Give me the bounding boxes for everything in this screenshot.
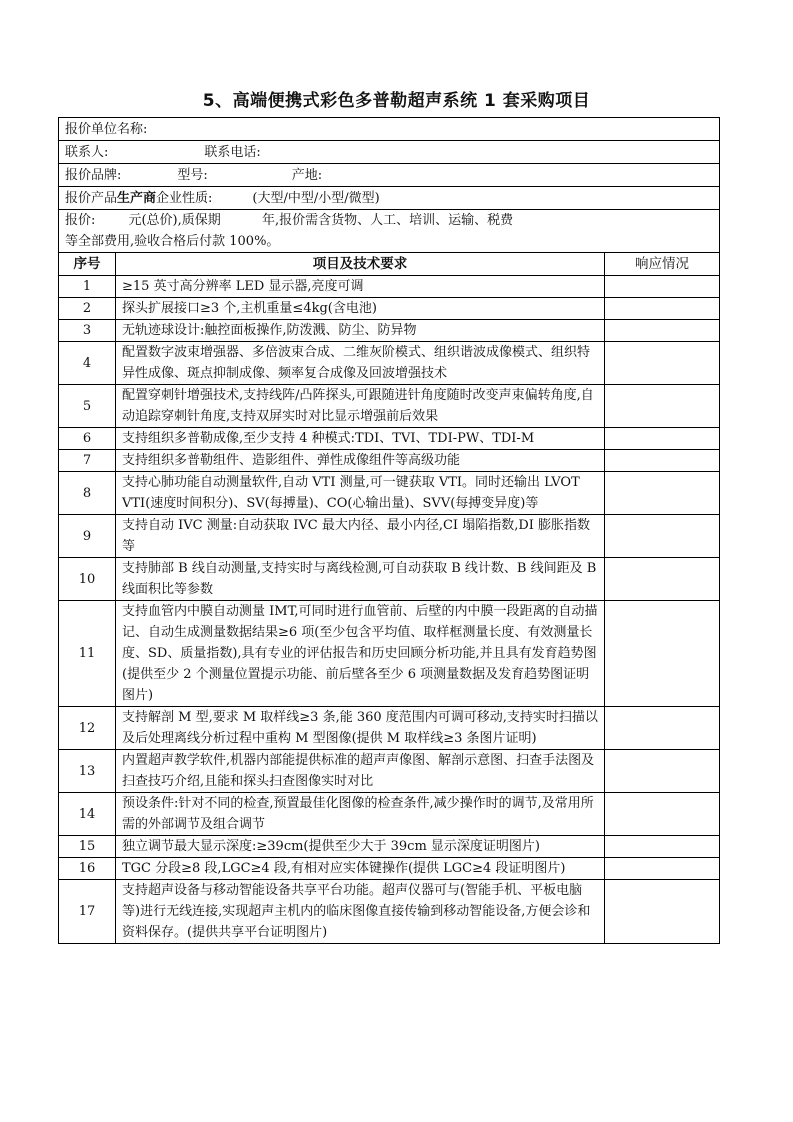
row-number: 8 [59, 472, 116, 515]
row-requirement: 无轨迹球设计:触控面板操作,防泼溅、防尘、防异物 [116, 320, 605, 342]
response-cell[interactable] [605, 298, 720, 320]
row-requirement: 支持超声设备与移动智能设备共享平台功能。超声仪器可与(智能手机、平板电脑等)进行无线连接,实现超声主机内的临床图像直接传输到移动智能设备,方便会诊和资料保存。(提供共享平台证明图片) [116, 880, 605, 944]
response-cell[interactable] [605, 385, 720, 428]
header-requirements: 项目及技术要求 [116, 253, 605, 276]
brand-label: 报价品牌: [65, 167, 122, 183]
header-no: 序号 [59, 253, 116, 276]
response-cell[interactable] [605, 320, 720, 342]
response-cell[interactable] [605, 750, 720, 793]
row-number: 9 [59, 515, 116, 558]
row-number: 3 [59, 320, 116, 342]
row-number: 12 [59, 707, 116, 750]
row-requirement: 配置数字波束增强器、多倍波束合成、二维灰阶模式、组织谐波成像模式、组织特异性成像、斑点抑制成像、频率复合成像及回波增强技术 [116, 342, 605, 385]
row-requirement: 探头扩展接口≥3 个,主机重量≤4kg(含电池) [116, 298, 605, 320]
response-cell[interactable] [605, 515, 720, 558]
row-number: 5 [59, 385, 116, 428]
price-line-1: 报价: 元(总价),质保期 年,报价需含货物、人工、培训、运输、税费 [65, 213, 514, 228]
table-row [59, 880, 720, 944]
row-number: 13 [59, 750, 116, 793]
response-cell[interactable] [605, 858, 720, 880]
row-requirement: 支持血管内中膜自动测量 IMT,可同时进行血管前、后壁的内中膜一段距离的自动描记、自动生成测量数据结果≥6 项(至少包含平均值、取样框测量长度、有效测量长度、SD、质量指数),具有专业的评估报告和历史回顾分析功能,并且具有发育趋势图(提供至少 2 个测量位置提示功能、前后壁各至少 6 项测量数据及发育趋势图证明图片) [116, 601, 605, 707]
row-number: 2 [59, 298, 116, 320]
enterprise-nature-field[interactable] [59, 187, 720, 210]
table-row [59, 298, 720, 320]
table-row [59, 836, 720, 858]
table-row [59, 858, 720, 880]
nature-prefix: 报价产品 [65, 190, 118, 206]
row-requirement: TGC 分段≥8 段,LGC≥4 段,有相对应实体键操作(提供 LGC≥4 段证明图片) [116, 858, 605, 880]
response-cell[interactable] [605, 707, 720, 750]
origin-label: 产地: [291, 167, 323, 183]
row-number: 7 [59, 450, 116, 472]
row-requirement: 支持解剖 M 型,要求 M 取样线≥3 条,能 360 度范围内可调可移动,支持实时扫描以及后处理离线分析过程中重构 M 型图像(提供 M 取样线≥3 条图片证明) [116, 707, 605, 750]
price-field[interactable] [59, 210, 720, 253]
response-cell[interactable] [605, 472, 720, 515]
row-requirement: 支持组织多普勒组件、造影组件、弹性成像组件等高级功能 [116, 450, 605, 472]
row-number: 10 [59, 558, 116, 601]
table-row [59, 450, 720, 472]
table-row [59, 385, 720, 428]
row-number: 17 [59, 880, 116, 944]
row-requirement: 预设条件:针对不同的检查,预置最佳化图像的检查条件,减少操作时的调节,及常用所需的外部调节及组合调节 [116, 793, 605, 836]
row-requirement: 内置超声教学软件,机器内部能提供标准的超声声像图、解剖示意图、扫查手法图及扫查技巧介绍,且能和探头扫查图像实时对比 [116, 750, 605, 793]
table-row [59, 428, 720, 450]
row-requirement: 配置穿刺针增强技术,支持线阵/凸阵探头,可跟随进针角度随时改变声束偏转角度,自动追踪穿刺针角度,支持双屏实时对比显示增强前后效果 [116, 385, 605, 428]
document-title: 5、高端便携式彩色多普勒超声系统 1 套采购项目 [202, 91, 591, 111]
row-number: 14 [59, 793, 116, 836]
response-cell[interactable] [605, 450, 720, 472]
brand-field[interactable] [59, 164, 720, 187]
table-row [59, 515, 720, 558]
row-number: 11 [59, 601, 116, 707]
nature-suffix: 企业性质: [156, 190, 213, 206]
procurement-table [58, 117, 720, 944]
row-requirement: 独立调节最大显示深度:≥39cm(提供至少大于 39cm 显示深度证明图片) [116, 836, 605, 858]
row-requirement: 支持组织多普勒成像,至少支持 4 种模式:TDI、TVI、TDI-PW、TDI-M [116, 428, 605, 450]
table-row [59, 342, 720, 385]
response-cell[interactable] [605, 793, 720, 836]
response-cell[interactable] [605, 342, 720, 385]
response-cell[interactable] [605, 558, 720, 601]
row-number: 1 [59, 276, 116, 298]
response-cell[interactable] [605, 428, 720, 450]
table-row [59, 276, 720, 298]
contact-label: 联系人: [65, 144, 109, 160]
nature-bold-label: 生产商 [117, 190, 157, 206]
phone-label: 联系电话: [204, 144, 261, 160]
model-label: 型号: [177, 167, 208, 183]
table-row [59, 750, 720, 793]
response-cell[interactable] [605, 276, 720, 298]
table-row [59, 558, 720, 601]
price-line-2: 等全部费用,验收合格后付款 100%。 [65, 234, 280, 249]
nature-options: (大型/中型/小型/微型) [252, 190, 380, 206]
unit-name-label: 报价单位名称: [65, 121, 148, 137]
table-row [59, 472, 720, 515]
header-response: 响应情况 [605, 253, 720, 276]
response-cell[interactable] [605, 836, 720, 858]
response-cell[interactable] [605, 880, 720, 944]
row-number: 15 [59, 836, 116, 858]
row-requirement: ≥15 英寸高分辨率 LED 显示器,亮度可调 [116, 276, 605, 298]
row-number: 6 [59, 428, 116, 450]
table-row [59, 320, 720, 342]
response-cell[interactable] [605, 601, 720, 707]
contact-field[interactable] [59, 141, 720, 164]
row-number: 16 [59, 858, 116, 880]
unit-name-field[interactable] [59, 118, 720, 141]
row-requirement: 支持自动 IVC 测量:自动获取 IVC 最大内径、最小内径,CI 塌陷指数,DI 膨胀指数等 [116, 515, 605, 558]
table-row [59, 707, 720, 750]
table-row [59, 601, 720, 707]
row-number: 4 [59, 342, 116, 385]
row-requirement: 支持肺部 B 线自动测量,支持实时与离线检测,可自动获取 B 线计数、B 线间距及 B 线面积比等参数 [116, 558, 605, 601]
row-requirement: 支持心肺功能自动测量软件,自动 VTI 测量,可一键获取 VTI。同时还输出 LVOT VTI(速度时间积分)、SV(每搏量)、CO(心输出量)、SVV(每搏变异度)等 [116, 472, 605, 515]
table-row [59, 793, 720, 836]
